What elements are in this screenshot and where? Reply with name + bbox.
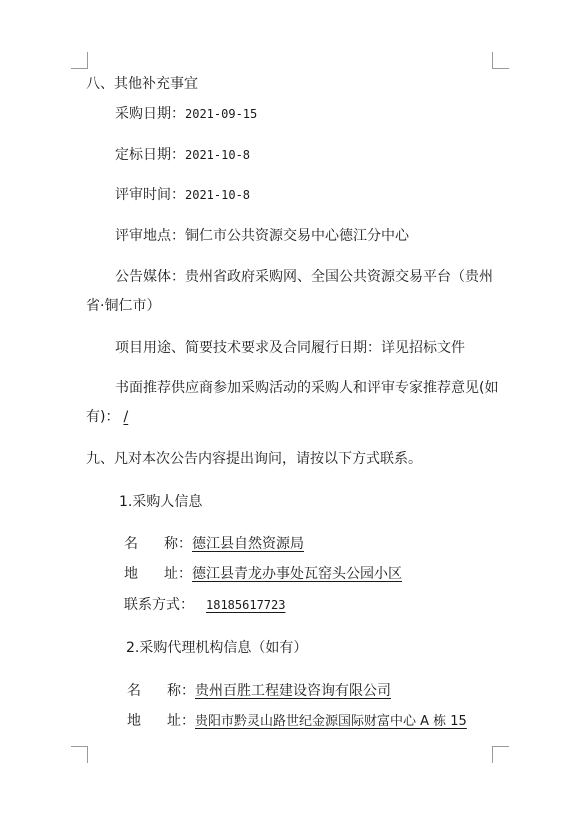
recommend-line2-prefix: 有)：	[86, 409, 120, 425]
section-8-heading: 八、其他补充事宜	[86, 76, 198, 92]
purchase-date-value: 2021-09-15	[185, 107, 258, 121]
agency-address-row	[127, 712, 467, 731]
review-place-value: 铜仁市公共资源交易中心德江分中心	[185, 228, 409, 244]
purchaser-name-value: 德江县自然资源局	[192, 536, 304, 552]
media-value-line2: 省·铜仁市）	[86, 298, 161, 314]
section-9-heading: 九、凡对本次公告内容提出询问，请按以下方式联系。	[86, 451, 422, 467]
purchaser-address-label-a: 地	[124, 566, 138, 582]
project-line: 项目用途、简要技术要求及合同履行日期：详见招标文件	[115, 340, 465, 356]
award-date-row	[115, 146, 250, 164]
agency-name-row	[127, 682, 391, 700]
award-date-label: 定标日期：	[115, 147, 185, 163]
margin-corner-top-right	[492, 52, 509, 69]
agency-name-value: 贵州百胜工程建设咨询有限公司	[195, 683, 391, 699]
purchaser-contact-row	[124, 596, 295, 614]
purchaser-name-label-b: 称：	[164, 536, 192, 552]
purchaser-contact-label: 联系方式：	[124, 597, 194, 613]
award-date-value: 2021-10-8	[185, 148, 251, 162]
purchaser-address-label-b: 址：	[164, 566, 192, 582]
purchaser-name-label-a: 名	[124, 536, 138, 552]
review-place-row	[115, 227, 409, 245]
purchase-date-label: 采购日期：	[115, 106, 185, 122]
margin-corner-top-left	[71, 52, 88, 69]
purchaser-name-row	[124, 535, 304, 553]
purchaser-address-value: 德江县青龙办事处瓦窑头公园小区	[192, 566, 402, 582]
agency-heading: 2.采购代理机构信息（如有）	[126, 640, 308, 656]
recommend-line1: 书面推荐供应商参加采购活动的采购人和评审专家推荐意见(如	[115, 380, 499, 396]
recommend-line2-value: /	[123, 409, 129, 425]
agency-address-label-b: 址：	[167, 713, 195, 729]
review-time-label: 评审时间：	[115, 187, 185, 203]
agency-address-value: 贵阳市黔灵山路世纪金源国际财富中心 A 栋 15	[195, 714, 467, 729]
media-row	[115, 268, 493, 286]
agency-name-label-a: 名	[127, 683, 141, 699]
margin-corner-bottom-right	[492, 746, 509, 763]
recommend-line2	[86, 408, 132, 426]
margin-corner-bottom-left	[71, 746, 88, 763]
purchaser-address-row	[124, 565, 402, 583]
media-label: 公告媒体：	[115, 269, 185, 285]
agency-name-label-b: 称：	[167, 683, 195, 699]
purchaser-contact-value: 18185617723	[206, 598, 286, 612]
agency-address-label-a: 地	[127, 713, 141, 729]
review-place-label: 评审地点：	[115, 228, 185, 244]
purchase-date-row	[115, 105, 257, 123]
review-time-value: 2021-10-8	[185, 188, 251, 202]
review-time-row	[115, 186, 250, 204]
media-value-line1: 贵州省政府采购网、全国公共资源交易平台（贵州	[185, 269, 493, 285]
purchaser-heading: 1.采购人信息	[119, 494, 203, 510]
